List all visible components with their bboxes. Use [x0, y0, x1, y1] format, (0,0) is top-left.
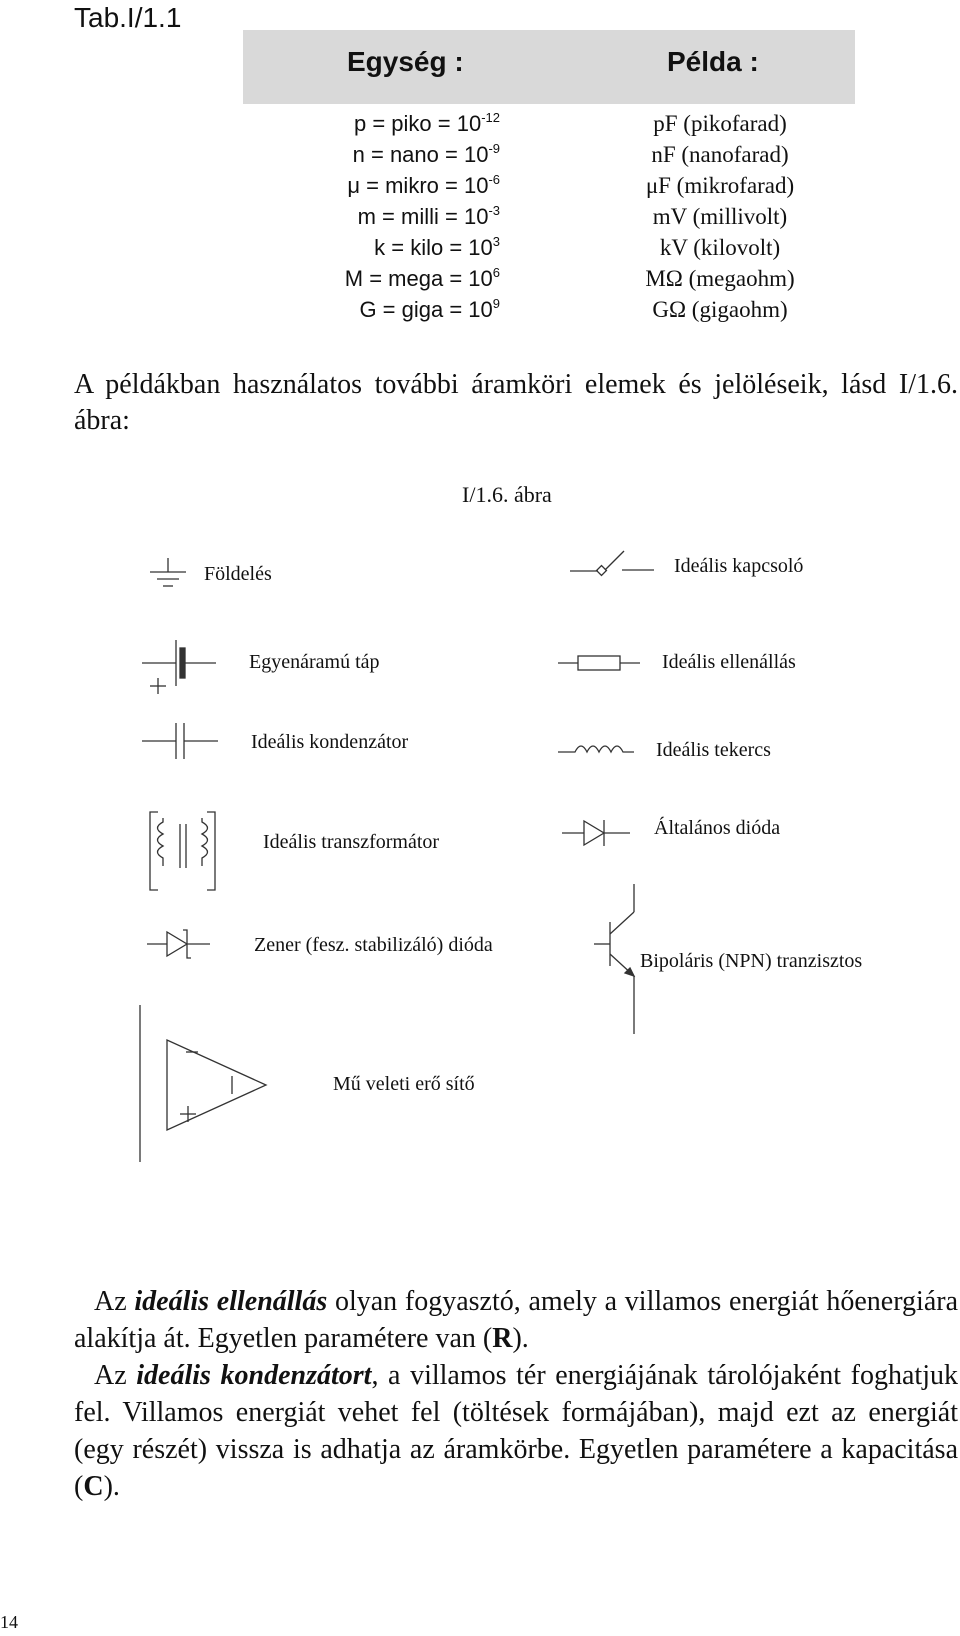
- inductor-icon: [558, 746, 634, 752]
- transformer-icon: [150, 812, 215, 890]
- npn-transistor-icon: [594, 884, 634, 1034]
- op-amp-icon: [140, 1005, 266, 1162]
- example-row: pF (pikofarad): [653, 111, 787, 136]
- header-example: Példa :: [667, 46, 759, 77]
- example-row: MΩ (megaohm): [645, 266, 795, 291]
- label-diode: Általános dióda: [654, 817, 781, 839]
- unit-row: p = piko = $10^{-12}$: [353, 110, 500, 136]
- paragraph-resistor: Az ideális ellenállás olyan fogyasztó, amely a villamos energiát hőenergiára alakítja át. Egyetlen paramétere van (R).: [74, 1286, 959, 1354]
- unit-row: μ = mikro = $10^{-6}$: [347, 172, 500, 198]
- label-zener: Zener (fesz. stabilizáló) dióda: [254, 934, 493, 956]
- resistor-icon: [558, 656, 640, 670]
- unit-row: M = mega = $10^6$: [344, 265, 500, 291]
- example-row: nF (nanofarad): [651, 142, 789, 167]
- zener-diode-icon: [147, 930, 210, 958]
- unit-row: k = kilo = $10^3$: [374, 234, 500, 260]
- ground-icon: [150, 558, 186, 586]
- unit-row: G = giga = $10^9$: [359, 296, 500, 322]
- page-number: 14: [0, 1612, 18, 1632]
- label-switch: Ideális kapcsoló: [674, 555, 804, 577]
- label-ground: Földelés: [204, 563, 272, 585]
- label-inductor: Ideális tekercs: [656, 739, 771, 761]
- label-resistor: Ideális ellenállás: [662, 651, 796, 673]
- label-dc-source: Egyenáramú táp: [249, 651, 380, 673]
- paragraph-capacitor: Az ideális kondenzátort, a villamos tér energiájának tárolójaként foghatjuk fel. Villamos energiát vehet fel (töltések formájában), majd ezt az energiát (egy részét) vissza is adhatja az áramkörbe. Egyetlen paramétere a kapacitása (C).: [74, 1360, 958, 1502]
- header-unit: Egység :: [347, 46, 464, 77]
- diode-icon: [562, 820, 630, 846]
- example-row: mV (millivolt): [652, 204, 788, 229]
- example-row: kV (kilovolt): [659, 235, 781, 260]
- figure-caption: I/1.6. ábra: [462, 482, 552, 507]
- switch-icon: [570, 551, 654, 575]
- table-id: Tab.I/1.1: [74, 2, 182, 33]
- unit-row: n = nano = $10^{-9}$: [352, 141, 500, 167]
- capacitor-icon: [142, 723, 218, 759]
- label-capacitor: Ideális kondenzátor: [251, 731, 409, 753]
- label-npn: Bipoláris (NPN) tranzisztos: [640, 950, 863, 972]
- unit-row: m = milli = $10^{-3}$: [357, 203, 500, 229]
- label-transformer: Ideális transzformátor: [263, 831, 440, 853]
- label-opamp: Mű veleti erő sítő: [333, 1073, 475, 1095]
- example-row: GΩ (gigaohm): [652, 297, 788, 322]
- dc-source-icon: [142, 640, 216, 694]
- body-text: [74, 1283, 958, 1505]
- intro-text: A példákban használatos további áramköri elemek és jelöléseik, lásd I/1.6. ábra:: [74, 369, 958, 436]
- example-row: μF (mikrofarad): [645, 173, 795, 198]
